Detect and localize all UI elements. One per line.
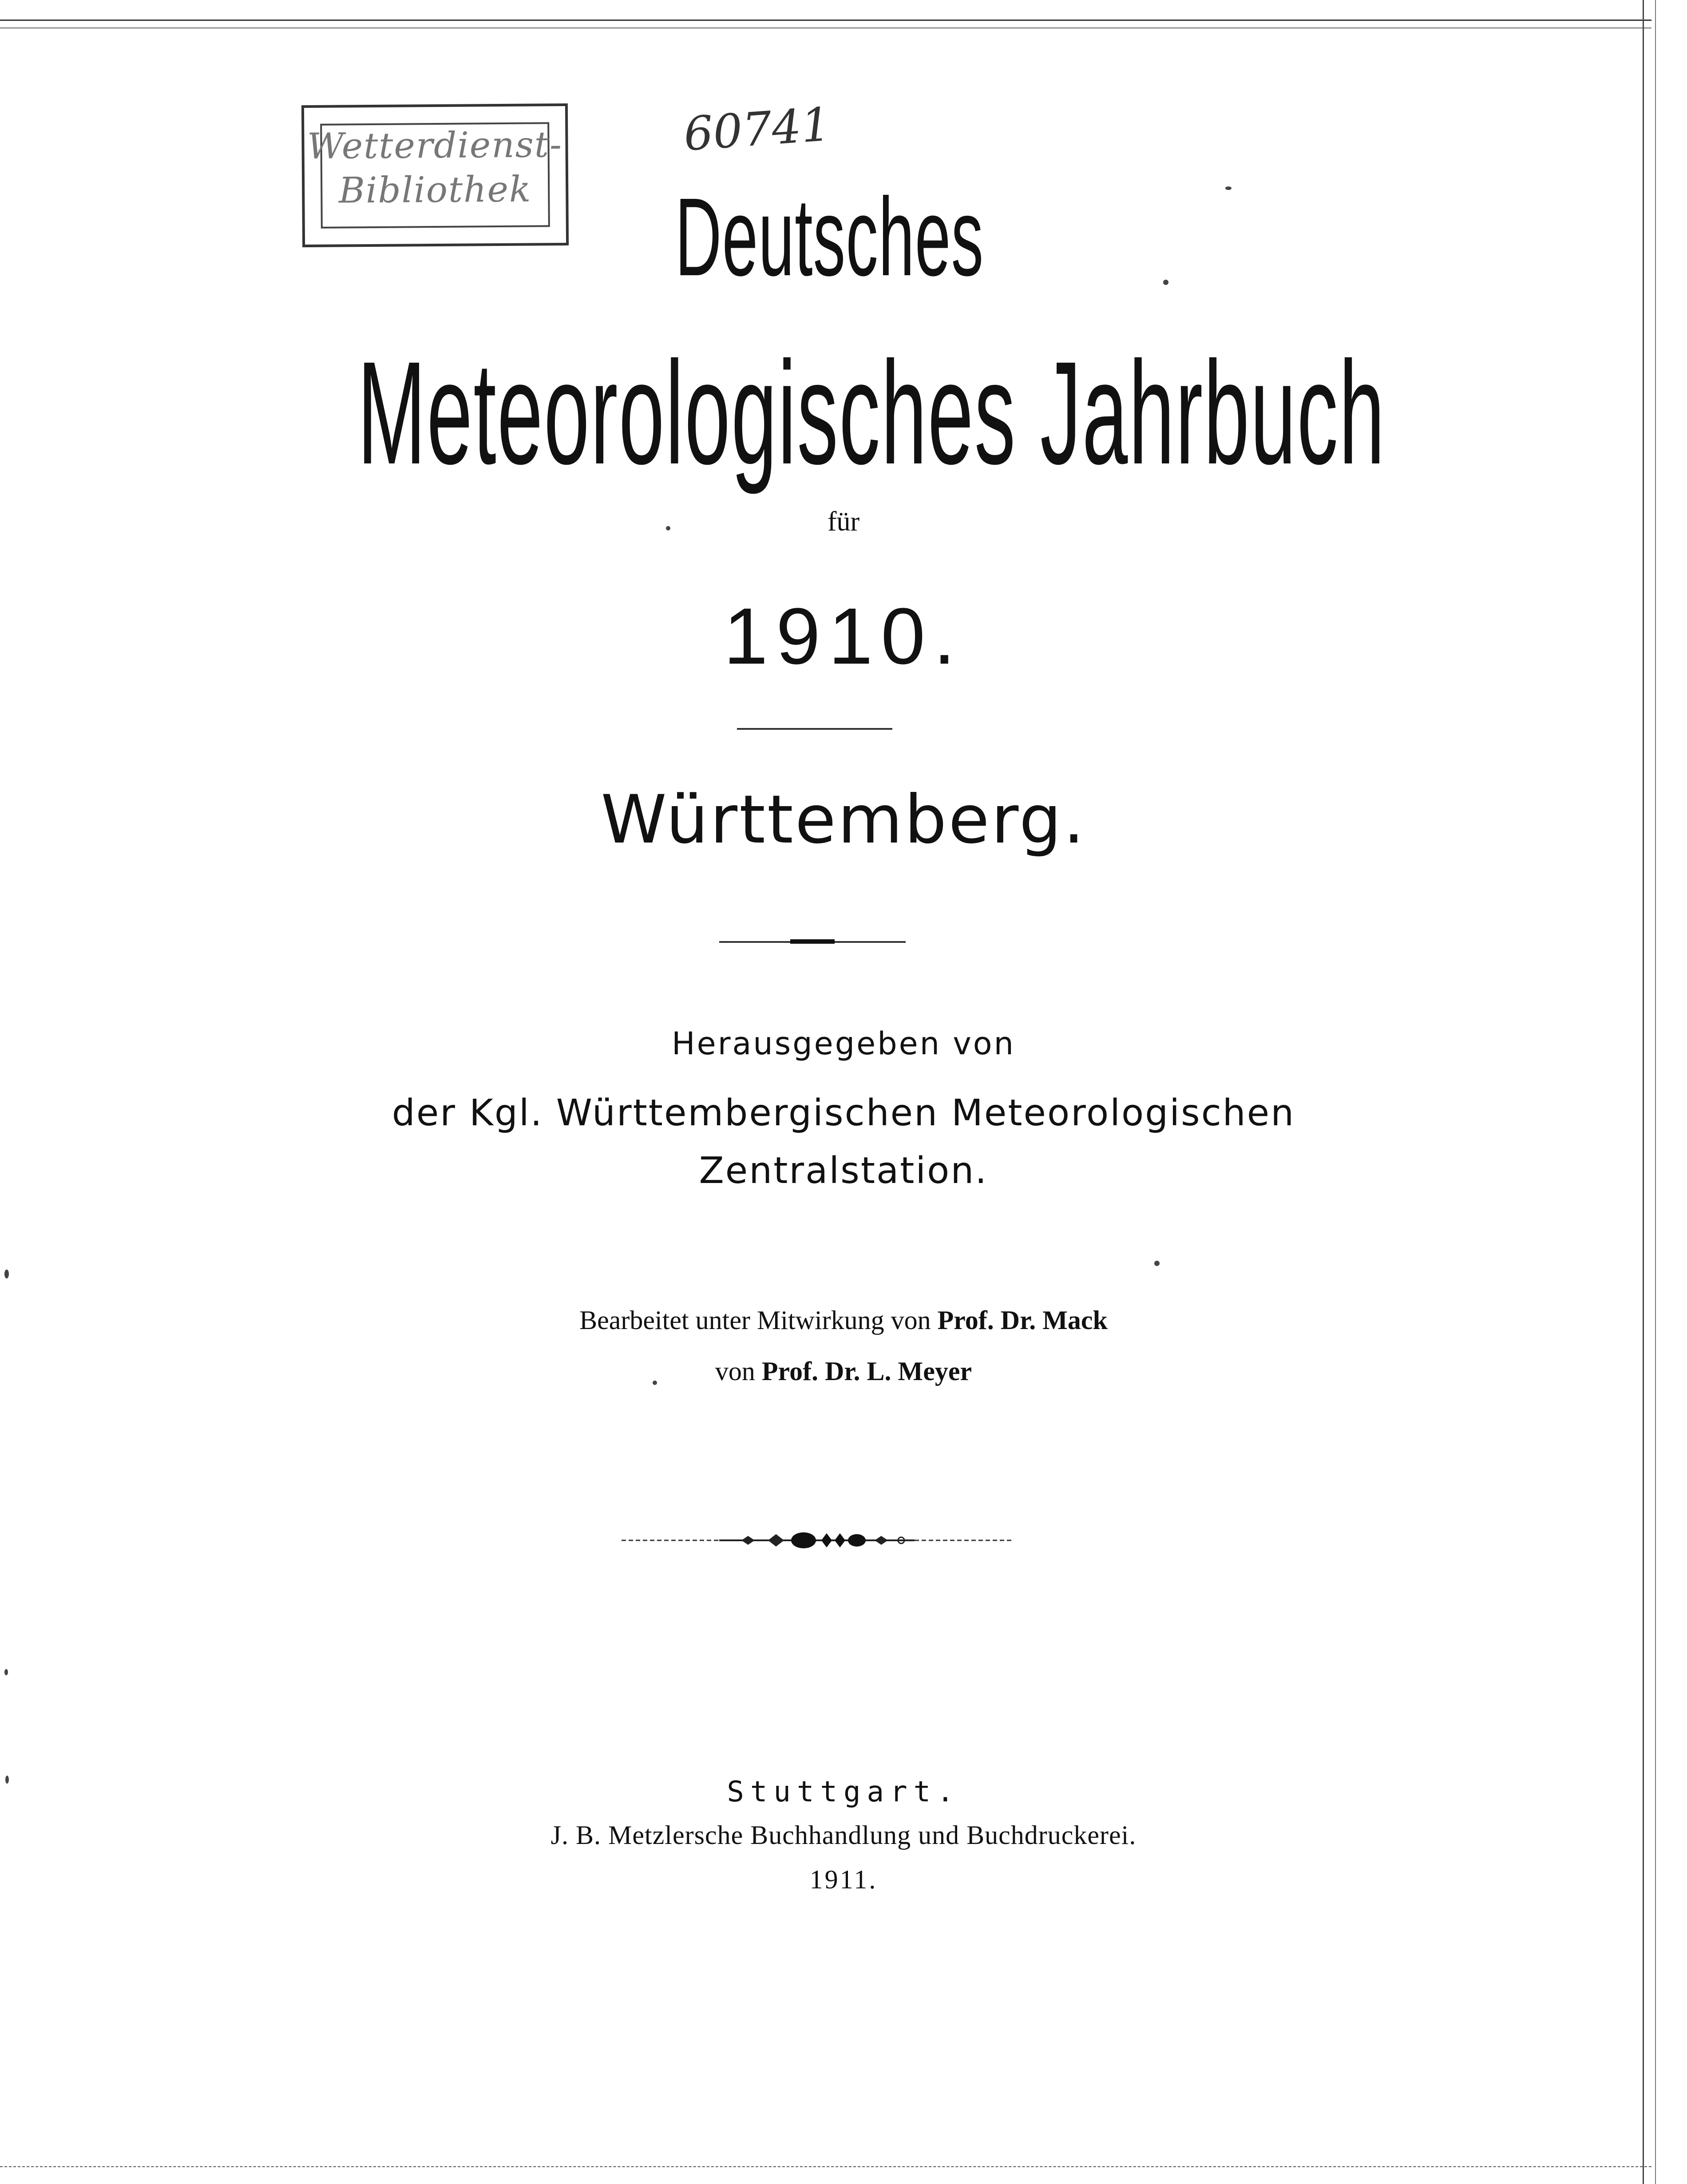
scan-edge-bottom (0, 2166, 1651, 2167)
imprint-year: 1911. (809, 1865, 878, 1894)
editor-org-line-2: Zentralstation. (699, 1150, 988, 1192)
imprint-publisher: J. B. Metzlersche Buchhandlung und Buchdruckerei. (550, 1820, 1137, 1850)
region-heading: Württemberg. (601, 781, 1086, 859)
handwritten-shelfmark: 60741 (682, 97, 832, 162)
contributor-line-1 (0, 1305, 1687, 1336)
contributor-name-2: Prof. Dr. L. Meyer (761, 1357, 972, 1386)
title-connector: für (827, 506, 860, 537)
scan-speck (1163, 280, 1168, 285)
contributor-line-2 (0, 1356, 1687, 1387)
title-line-2: Meteorologisches Jahrbuch (357, 331, 1386, 495)
editor-org-line-1: der Kgl. Württembergischen Meteorologischen (392, 1092, 1295, 1134)
scan-edge-top (0, 20, 1651, 21)
editor-intro: Herausgegeben von (672, 1025, 1015, 1062)
library-stamp-line-1: Wetterdienst- (307, 123, 563, 167)
scan-speck (4, 1669, 8, 1675)
scan-speck (666, 526, 670, 530)
title-year: 1910. (723, 592, 964, 681)
contributor-line-1-prefix: Bearbeitet unter Mitwirkung von (579, 1306, 931, 1335)
contributor-name-1: Prof. Dr. Mack (937, 1306, 1108, 1335)
imprint-city: Stuttgart. (727, 1776, 960, 1808)
scan-speck (1154, 1261, 1160, 1266)
scan-speck (653, 1381, 657, 1385)
title-line-1: Deutsches (675, 175, 984, 299)
ornament-rule (622, 1527, 1012, 1554)
scan-speck (4, 1270, 9, 1278)
divider-rule-1 (737, 728, 892, 730)
divider-rule-2-thick (790, 939, 835, 944)
scan-speck (5, 1776, 9, 1784)
library-stamp-line-2: Bibliothek (338, 168, 532, 211)
scan-speck (1225, 186, 1232, 190)
contributor-line-2-prefix: von (715, 1357, 755, 1386)
